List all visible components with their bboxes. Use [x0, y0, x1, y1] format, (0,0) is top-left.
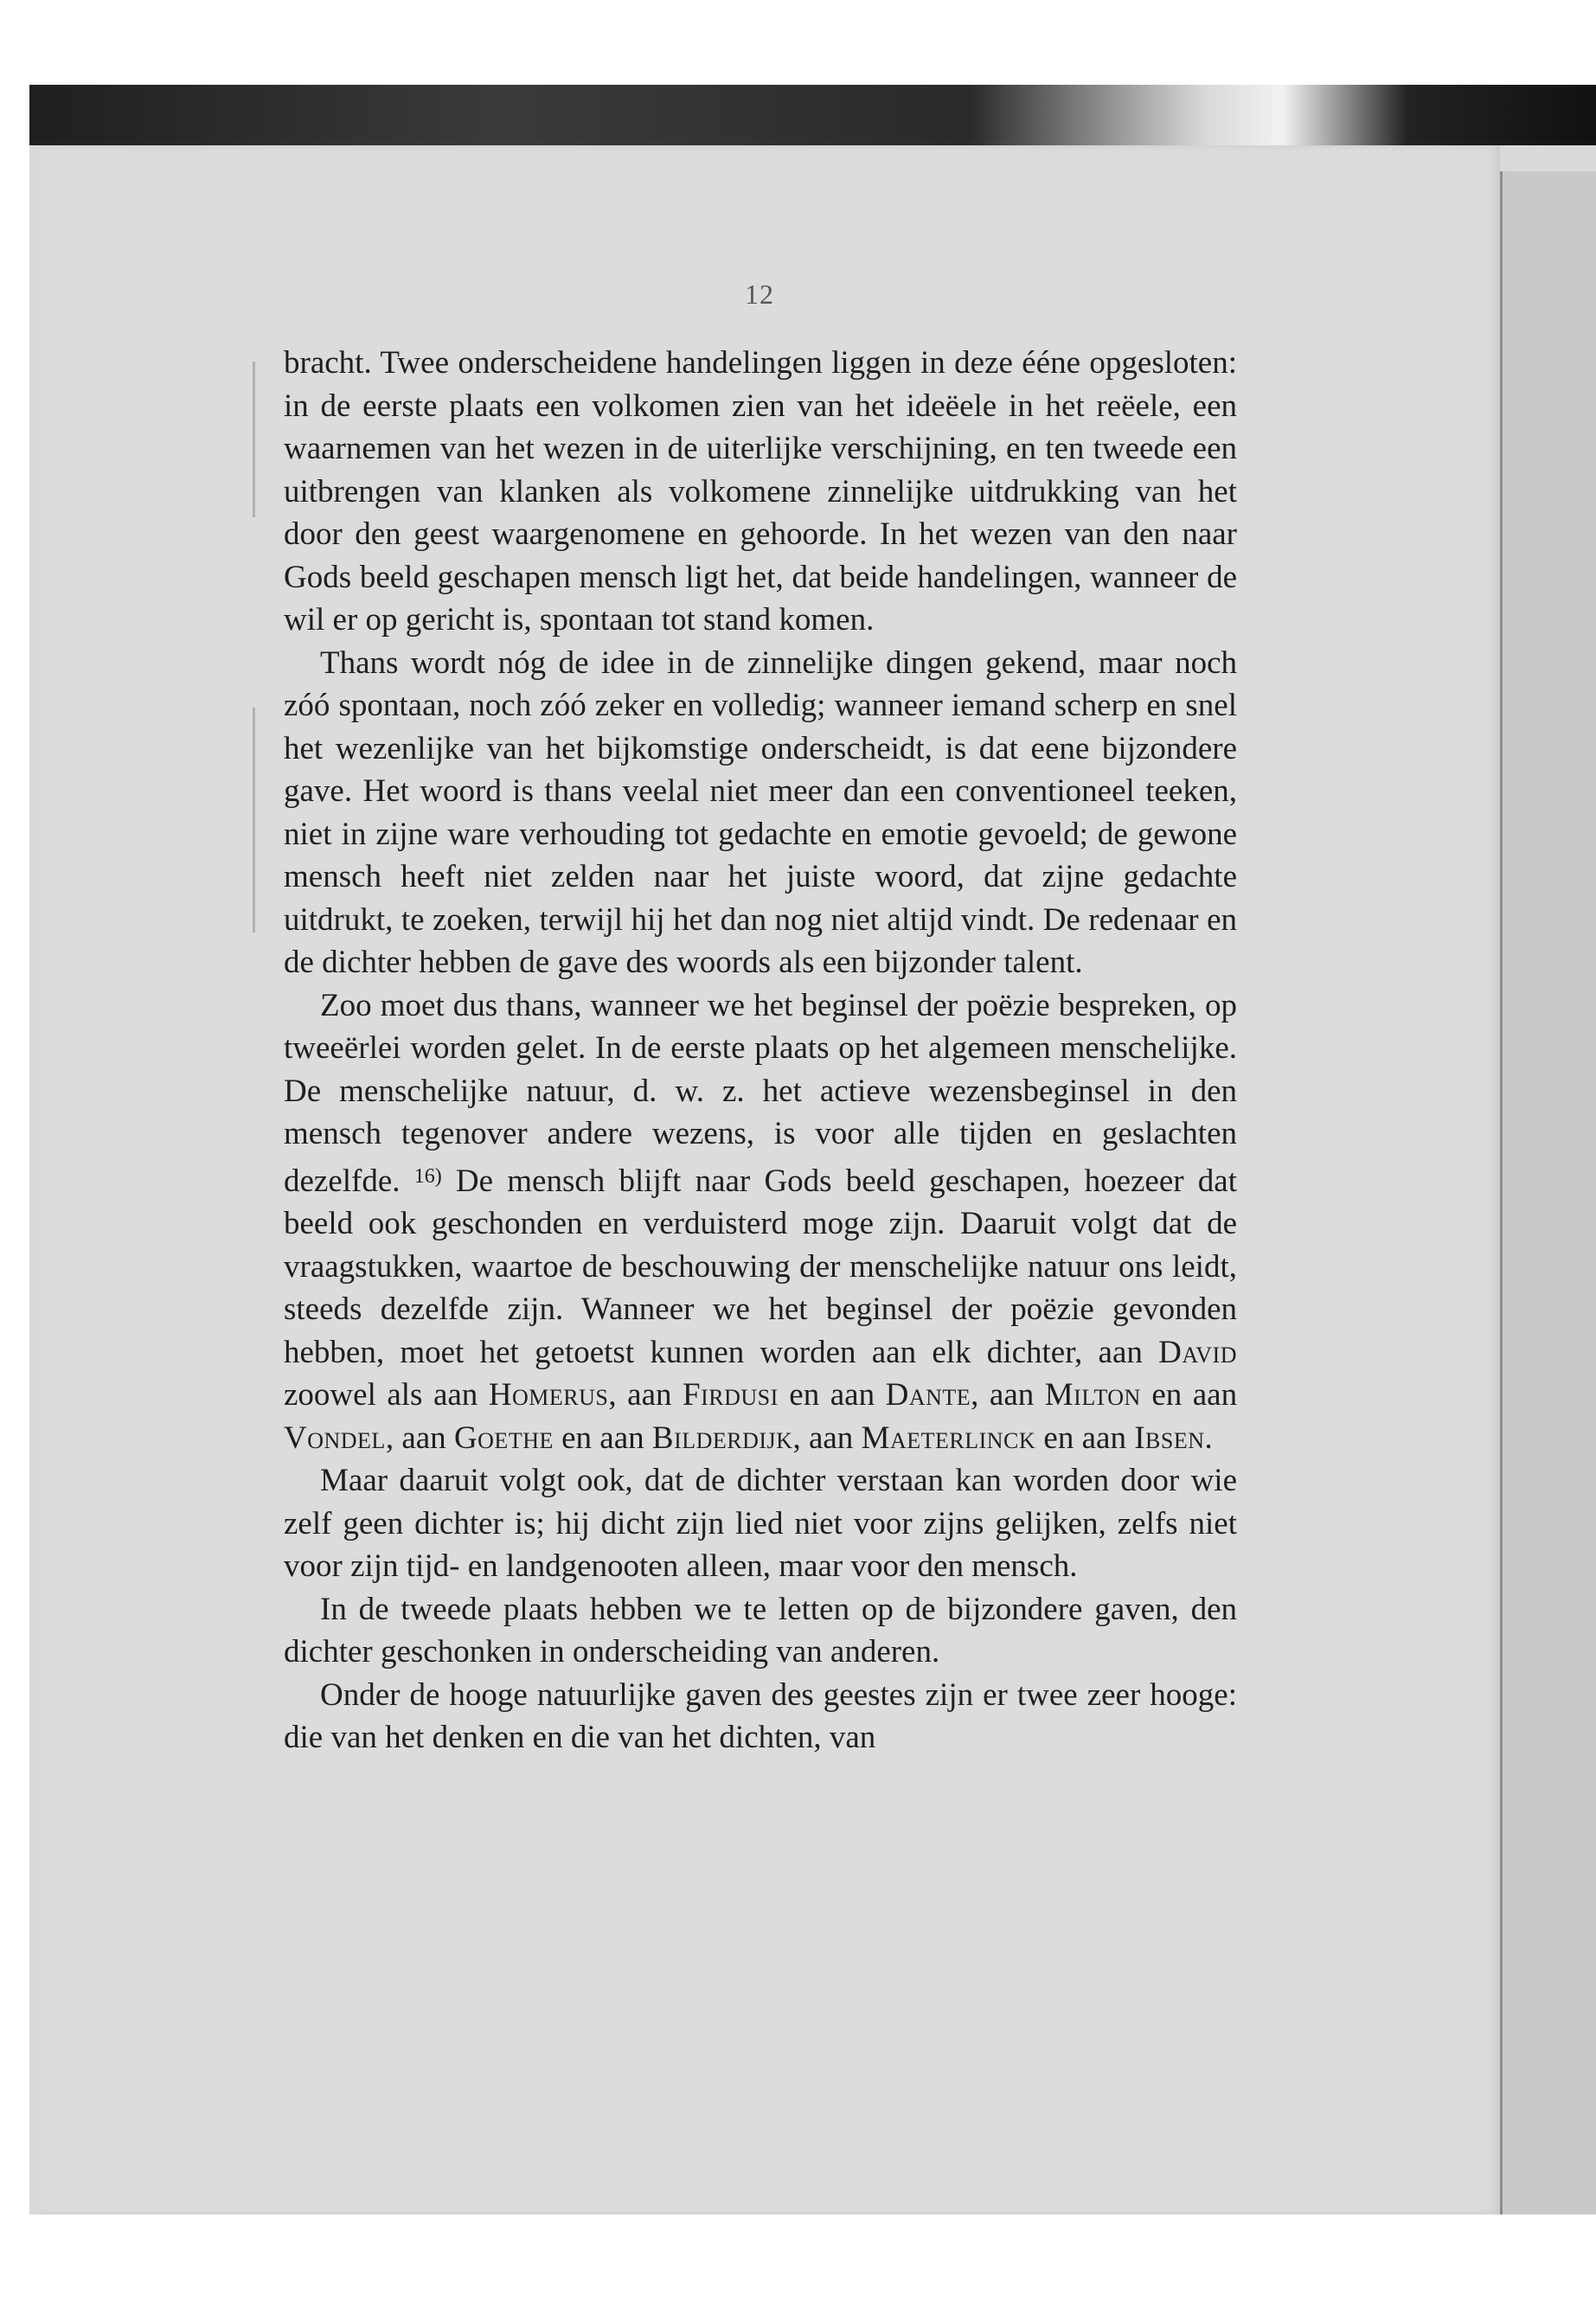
name-maeterlinck: Maeterlinck [861, 1420, 1036, 1456]
paragraph-1: bracht. Twee onderscheidene handelingen liggen in deze ééne opgesloten: in de eerste plaats een volkomen zien van het ideëele in het reëele, een waarnemen van het wezen in de uiterlijke verschijning, en ten tweede een uitbrengen van klanken als volkomene zinnelijke uitdrukking van het door den geest waargenomene en gehoorde. In het wezen van den naar Gods beeld geschapen mensch ligt het, dat beide handelingen, wanneer de wil er op gericht is, spontaan tot stand komen. [284, 345, 1237, 638]
name-dante: Dante [885, 1377, 971, 1413]
connector: aan [989, 1377, 1035, 1413]
name-firdusi: Firdusi [683, 1377, 779, 1413]
separator: , [971, 1377, 979, 1413]
margin-mark [253, 362, 255, 517]
connector: aan [401, 1420, 446, 1456]
name-ibsen: Ibsen [1134, 1420, 1205, 1456]
connector: en aan [1043, 1420, 1126, 1456]
connector: aan [627, 1377, 672, 1413]
name-goethe: Goethe [453, 1420, 554, 1456]
name-vondel: Vondel [284, 1420, 386, 1456]
facing-page-edge [1500, 171, 1596, 2214]
connector: en aan [1151, 1377, 1238, 1413]
paragraph-3 [284, 984, 1237, 1460]
connector: en aan [789, 1377, 875, 1413]
connector: aan [808, 1420, 854, 1456]
name-homerus: Homerus [488, 1377, 609, 1413]
paragraph-2: Thans wordt nóg de idee in de zinnelijke dingen gekend, maar noch zóó spontaan, noch zóó zeker en volledig; wanneer iemand scherp en snel het wezenlijke van het bijkomstige onderscheidt, is dat eene bijzondere gave. Het woord is thans veelal niet meer dan een conventioneel teeken, niet in zijne ware verhouding tot gedachte en emotie gevoeld; de gewone mensch heeft niet zelden naar het juiste woord, dat zijne gedachte uitdrukt, te zoeken, terwijl hij het dan nog niet altijd vindt. De redenaar en de dichter hebben de gave des woords als een bijzonder talent. [284, 644, 1237, 980]
paragraph-4: Maar daaruit volgt ook, dat de dichter verstaan kan worden door wie zelf geen dichter is; hij dicht zijn lied niet voor zijns gelijken, zelfs niet voor zijn tijd- en landgenooten alleen, maar voor den mensch. [284, 1463, 1237, 1584]
name-milton: Milton [1044, 1377, 1141, 1413]
paragraph-5: In de tweede plaats hebben we te letten op de bijzondere gaven, den dichter geschonken in onderscheiding van anderen. [284, 1591, 1237, 1670]
paragraph-3-text-a: Zoo moet dus thans, wanneer we het beginsel der poëzie bespreken, op tweeërlei worden gelet. In de eerste plaats op het algemeen menschelijke. De menschelijke natuur, d. w. z. het actieve wezensbeginsel in den mensch tegenover andere wezens, is voor alle tijden en geslachten dezelfde. [284, 987, 1237, 1199]
separator: , [792, 1420, 801, 1456]
name-david: David [1158, 1334, 1237, 1370]
separator: , [385, 1420, 394, 1456]
footnote-ref: 16) [413, 1164, 442, 1188]
name-bilderdijk: Bilderdijk [651, 1420, 793, 1456]
paragraph-3-text-b: De mensch blijft naar Gods beeld geschapen, hoezeer dat beeld ook geschonden en verduisterd moge zijn. Daaruit volgt dat de vraagstukken, waartoe de beschouwing der menschelijke natuur ons leidt, steeds dezelfde zijn. Wanneer we het beginsel der poëzie gevonden hebben, moet het getoetst kunnen worden aan elk dichter, aan [284, 1163, 1237, 1370]
page-number: 12 [745, 279, 774, 310]
separator: , [608, 1377, 617, 1413]
body-text [284, 342, 1237, 1759]
connector: zoowel als aan [284, 1377, 478, 1413]
paragraph-6: Onder de hooge natuurlijke gaven des geestes zijn er twee zeer hooge: die van het denken en die van het dichten, van [284, 1676, 1237, 1755]
separator: . [1204, 1420, 1213, 1456]
margin-mark [253, 708, 255, 933]
connector: en aan [561, 1420, 644, 1456]
scan-top-border [29, 85, 1596, 145]
